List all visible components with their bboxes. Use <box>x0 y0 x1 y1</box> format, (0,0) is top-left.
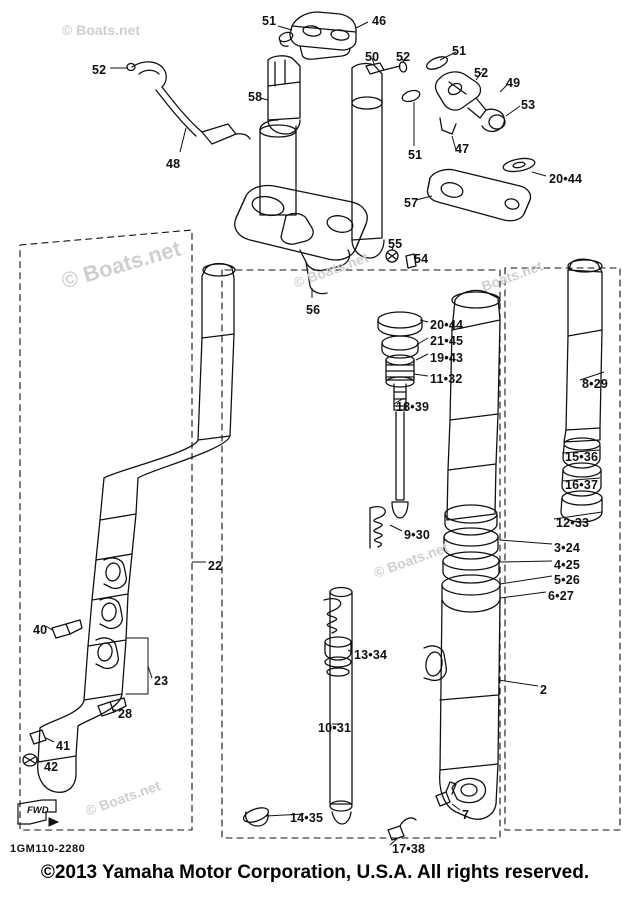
callout-5-26: 5•26 <box>554 573 581 587</box>
callout-3-24: 3•24 <box>554 541 581 555</box>
callout-53: 53 <box>521 98 536 112</box>
callout-49: 49 <box>506 76 521 90</box>
callout-12-33: 12•33 <box>556 516 590 530</box>
callout-22: 22 <box>208 559 223 573</box>
callout-40: 40 <box>33 623 48 637</box>
callout-14-35: 14•35 <box>290 811 324 825</box>
callout-20-44-top: 20•44 <box>549 172 583 186</box>
watermark: © Boats.net <box>83 777 163 819</box>
callout-8-29: 8•29 <box>582 377 609 391</box>
callout-55: 55 <box>388 237 403 251</box>
callout-52-right: 52 <box>474 66 489 80</box>
callout-54: 54 <box>414 252 429 266</box>
callout-48: 48 <box>166 157 181 171</box>
callout-19-43: 19•43 <box>430 351 464 365</box>
watermark: © Boats.net <box>58 235 184 294</box>
callout-41: 41 <box>56 739 71 753</box>
callout-7: 7 <box>462 808 470 822</box>
callout-2: 2 <box>540 683 548 697</box>
callout-52-hose-left: 52 <box>92 63 107 77</box>
callout-20-44-stem: 20•44 <box>430 318 464 332</box>
callout-13-34: 13•34 <box>354 648 388 662</box>
callout-23: 23 <box>154 674 169 688</box>
watermark: © Boats.net <box>62 22 140 38</box>
copyright-notice: ©2013 Yamaha Motor Corporation, U.S.A. All rights reserved. <box>40 862 590 883</box>
callout-57: 57 <box>404 196 419 210</box>
callout-52-upper: 52 <box>396 50 411 64</box>
callout-10-31: 10•31 <box>318 721 352 735</box>
callout-46: 46 <box>372 14 387 28</box>
callout-9-30: 9•30 <box>404 528 431 542</box>
callout-17-38: 17•38 <box>392 842 426 856</box>
watermark: © Boats.net <box>291 249 371 291</box>
callout-50: 50 <box>365 50 380 64</box>
callout-11-32: 11•32 <box>430 372 463 386</box>
callout-47: 47 <box>455 142 470 156</box>
callout-4-25: 4•25 <box>554 558 581 572</box>
callout-15-36: 15•36 <box>565 450 599 464</box>
callout-56: 56 <box>306 303 321 317</box>
callout-51-top-left: 51 <box>262 14 277 28</box>
callout-6-27: 6•27 <box>548 589 575 603</box>
callout-16-37: 16•37 <box>565 478 599 492</box>
callout-42: 42 <box>44 760 59 774</box>
callout-21-45: 21•45 <box>430 334 464 348</box>
callout-28: 28 <box>118 707 133 721</box>
fwd-label: FWD <box>27 805 49 816</box>
callout-18-39: 18•39 <box>396 400 430 414</box>
part-diagram-code: 1GM110-2280 <box>10 843 86 855</box>
callout-51-center: 51 <box>408 148 423 162</box>
callout-58: 58 <box>248 90 263 104</box>
callout-51-right: 51 <box>452 44 467 58</box>
watermark: © Boats.net <box>371 539 451 581</box>
watermark: Boats.net <box>479 257 545 295</box>
